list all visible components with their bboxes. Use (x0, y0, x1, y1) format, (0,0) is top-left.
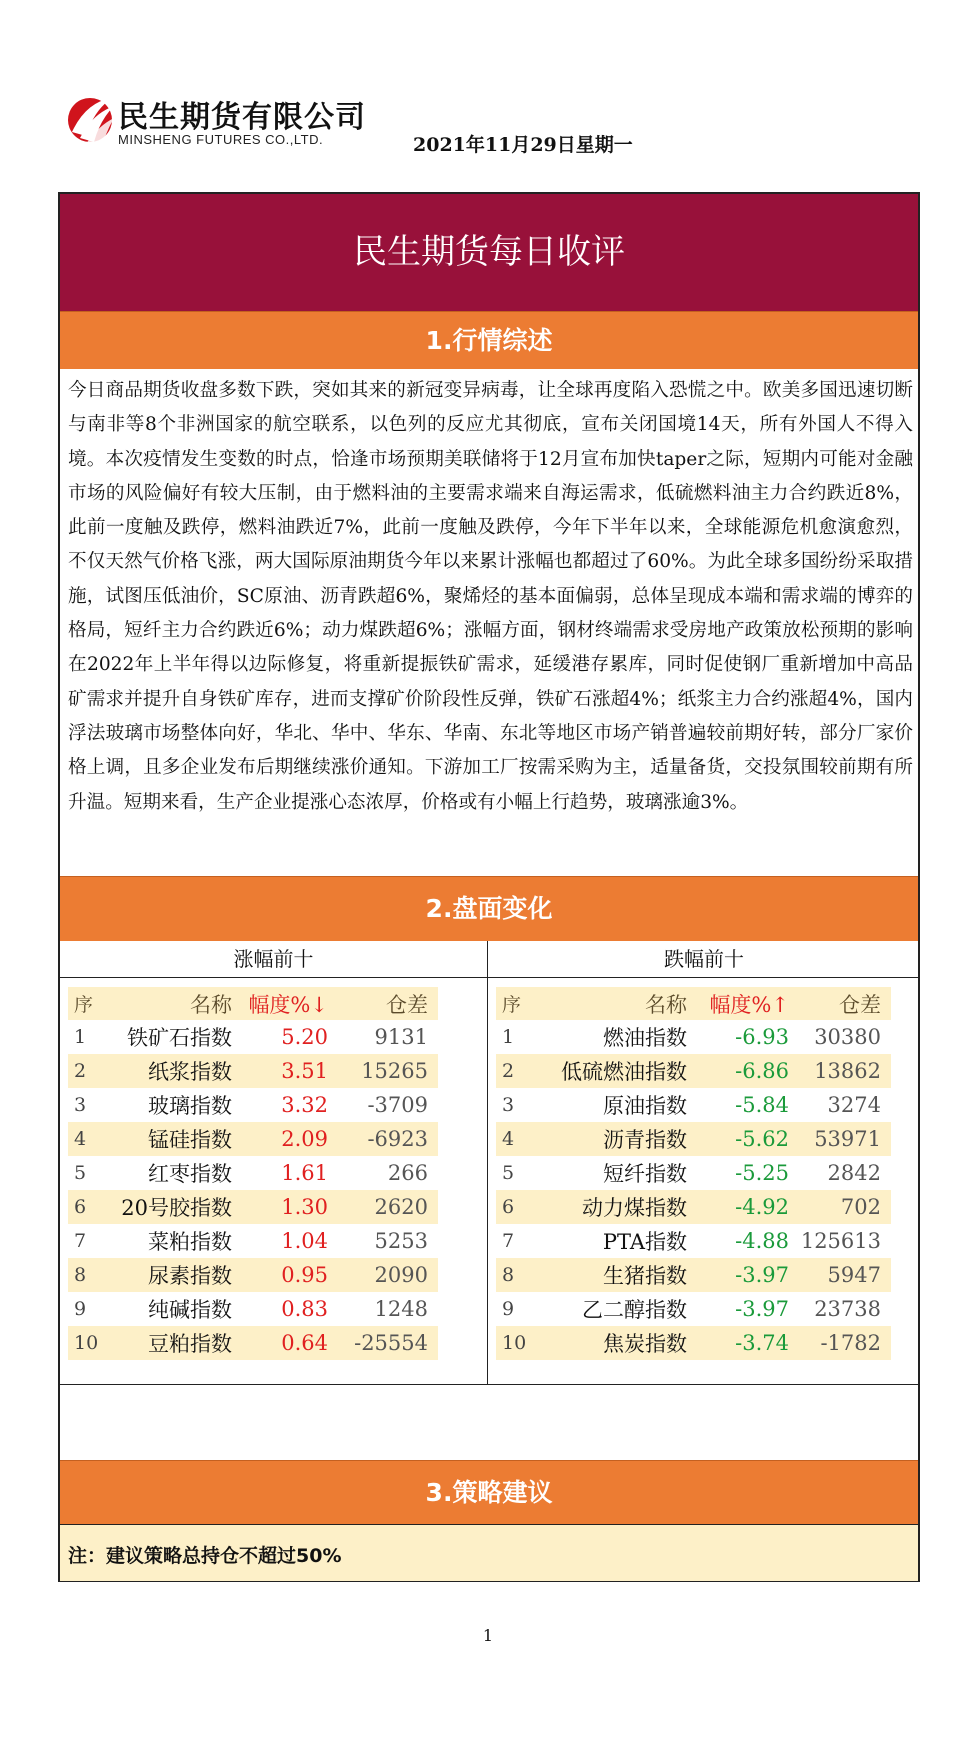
change-pct: 0.64 (232, 1326, 328, 1360)
table-row (496, 1156, 891, 1190)
table-header-row (496, 987, 891, 1020)
table-row (68, 1190, 438, 1224)
contract-name: 玻璃指数 (148, 1094, 232, 1118)
oi-change: 2620 (328, 1190, 438, 1224)
contract-name: PTA指数 (602, 1230, 687, 1254)
contract-name: 沥青指数 (542, 1122, 687, 1156)
contract-name: 红枣指数 (148, 1162, 232, 1186)
col-oi: 仓差 (789, 987, 891, 1020)
table-row (496, 1088, 891, 1122)
col-name: 名称 (542, 987, 687, 1020)
oi-change: 125613 (800, 1229, 881, 1253)
oi-change: 13862 (789, 1054, 891, 1088)
col-name: 名称 (114, 987, 232, 1020)
rank-no: 4 (496, 1122, 542, 1156)
contract-name: 纸浆指数 (114, 1054, 232, 1088)
contract-name: 动力煤指数 (542, 1190, 687, 1224)
change-pct: 0.95 (232, 1258, 328, 1292)
col-pct: 幅度%↓ (232, 987, 328, 1020)
contract-name: 燃油指数 (603, 1026, 687, 1050)
oi-change: 5947 (789, 1258, 891, 1292)
table-row (496, 1258, 891, 1292)
change-pct: -5.62 (687, 1122, 789, 1156)
oi-change: 9131 (374, 1025, 428, 1049)
table-row (496, 1054, 891, 1088)
contract-name: 20号胶指数 (114, 1190, 232, 1224)
page-number: 1 (482, 1626, 494, 1645)
col-no: 序 (68, 987, 114, 1020)
rank-no: 2 (68, 1054, 114, 1088)
table-row (68, 1054, 438, 1088)
contract-name: 低硫燃油指数 (542, 1054, 687, 1088)
rank-no: 8 (68, 1258, 114, 1292)
table-row (68, 1020, 438, 1054)
table-row (496, 1224, 891, 1258)
change-pct: 1.61 (281, 1161, 328, 1185)
contract-name: 乙二醇指数 (582, 1298, 687, 1322)
table-row (68, 1122, 438, 1156)
losers-title: 跌幅前十 (488, 941, 920, 978)
report-header (66, 88, 633, 158)
oi-change: 23738 (814, 1297, 881, 1321)
rank-no: 9 (74, 1298, 87, 1320)
gainers-rows (68, 1020, 438, 1360)
table-row (496, 1020, 891, 1054)
change-pct: -3.97 (687, 1258, 789, 1292)
brand-name-cn: 民生期货有限公司 (118, 100, 366, 135)
section-heading-strategy: 3.策略建议 (60, 1460, 918, 1525)
oi-change: -6923 (328, 1122, 438, 1156)
change-pct: -5.84 (735, 1093, 789, 1117)
oi-change: 15265 (328, 1054, 438, 1088)
change-pct: 3.51 (232, 1054, 328, 1088)
section-heading-overview: 1.行情综述 (60, 311, 918, 369)
contract-name: 焦炭指数 (542, 1326, 687, 1360)
banner-title: 民生期货每日收评 (60, 194, 918, 311)
contract-name: 纯碱指数 (148, 1298, 232, 1322)
oi-change: 2842 (827, 1161, 881, 1185)
rank-no: 8 (496, 1258, 542, 1292)
gainers-panel (60, 941, 487, 1384)
contract-name: 生猪指数 (542, 1258, 687, 1292)
table-row (496, 1190, 891, 1224)
table-row (68, 1224, 438, 1258)
oi-change: 702 (789, 1190, 891, 1224)
strategy-note-row (60, 1524, 918, 1581)
rank-no: 3 (74, 1094, 87, 1116)
contract-name: 原油指数 (603, 1094, 687, 1118)
contract-name: 豆粕指数 (114, 1326, 232, 1360)
rank-no: 1 (74, 1026, 87, 1048)
change-pct: -4.92 (687, 1190, 789, 1224)
gainers-table (68, 987, 438, 1360)
oi-change: 1248 (374, 1297, 428, 1321)
col-pct: 幅度%↑ (687, 987, 789, 1020)
change-pct: 1.30 (232, 1190, 328, 1224)
change-pct: -5.25 (735, 1161, 789, 1185)
losers-table (496, 987, 891, 1360)
minsheng-logo-icon (66, 92, 118, 150)
section-heading-board: 2.盘面变化 (60, 876, 918, 941)
contract-name: 锰硅指数 (114, 1122, 232, 1156)
report-date: 2021年11月29日星期一 (413, 134, 633, 156)
change-pct: 2.09 (232, 1122, 328, 1156)
oi-change: 53971 (789, 1122, 891, 1156)
change-pct: 3.32 (281, 1093, 328, 1117)
table-row (68, 1088, 438, 1122)
rank-no: 3 (502, 1094, 515, 1116)
table-row (68, 1292, 438, 1326)
report-frame (58, 192, 920, 1582)
col-no: 序 (496, 987, 542, 1020)
table-row (68, 1258, 438, 1292)
rank-no: 7 (502, 1230, 515, 1252)
table-row (68, 1156, 438, 1190)
change-pct: 0.83 (281, 1297, 328, 1321)
rank-no: 4 (68, 1122, 114, 1156)
oi-change: 3274 (827, 1093, 881, 1117)
rank-no: 6 (496, 1190, 542, 1224)
table-row (496, 1326, 891, 1360)
change-pct: -3.97 (735, 1297, 789, 1321)
oi-change: -25554 (328, 1326, 438, 1360)
rank-no: 1 (502, 1026, 515, 1048)
brand-name-en: MINSHENG FUTURES CO.,LTD. (118, 132, 324, 147)
contract-name: 尿素指数 (114, 1258, 232, 1292)
rank-no: 5 (74, 1162, 87, 1184)
losers-rows (496, 1020, 891, 1360)
ranking-tables (60, 941, 918, 1385)
col-oi: 仓差 (328, 987, 438, 1020)
oi-change: 30380 (814, 1025, 881, 1049)
gainers-title: 涨幅前十 (60, 941, 487, 978)
rank-no: 9 (502, 1298, 515, 1320)
rank-no: 10 (496, 1326, 542, 1360)
rank-no: 7 (74, 1230, 87, 1252)
table-row (496, 1122, 891, 1156)
change-pct: 1.04 (281, 1229, 328, 1253)
losers-panel (488, 941, 920, 1384)
change-pct: -4.88 (735, 1229, 789, 1253)
table-row (496, 1292, 891, 1326)
rank-no: 10 (68, 1326, 114, 1360)
rank-no: 2 (496, 1054, 542, 1088)
market-summary-text: 今日商品期货收盘多数下跌，突如其来的新冠变异病毒，让全球再度陷入恐慌之中。欧美多国迅速切断与南非等8个非洲国家的航空联系，以色列的反应尤其彻底，宣布关闭国境14天，所有外国人不得入境。本次疫情发生变数的时点，恰逢市场预期美联储将于12月宣布加快taper之际，短期内可能对金融市场的风险偏好有较大压制，由于燃料油的主要需求端来自海运需求，低硫燃料油主力合约跌近8%，此前一度触及跌停，燃料油跌近7%，此前一度触及跌停，今年下半年以来，全球能源危机愈演愈烈，不仅天然气价格飞涨，两大国际原油期货今年以来累计涨幅也都超过了60%。为此全球多国纷纷采取措施，试图压低油价，SC原油、沥青跌超6%，聚烯烃的基本面偏弱，总体呈现成本端和需求端的博弈的格局，短纤主力合约跌近6%；动力煤跌超6%；涨幅方面，钢材终端需求受房地产政策放松预期的影响在2022年上半年得以边际修复，将重新提振铁矿需求，延缓港存累库，同时促使钢厂重新增加中高品矿需求并提升自身铁矿库存，进而支撑矿价阶段性反弹，铁矿石涨超4%；纸浆主力合约涨超4%，国内浮法玻璃市场整体向好，华北、华中、华东、华南、东北等地区市场产销普遍较前期好转，部分厂家价格上调，且多企业发布后期继续涨价通知。下游加工厂按需采购为主，适量备货，交投氛围较前期有所升温。短期来看，生产企业提涨心态浓厚，价格或有小幅上行趋势，玻璃涨逾3%。 (68, 380, 913, 813)
rank-no: 5 (502, 1162, 515, 1184)
oi-change: -3709 (367, 1093, 428, 1117)
table-header-row (68, 987, 438, 1020)
oi-change: -1782 (789, 1326, 891, 1360)
change-pct: -3.74 (687, 1326, 789, 1360)
table-row (68, 1326, 438, 1360)
oi-change: 2090 (328, 1258, 438, 1292)
contract-name: 短纤指数 (603, 1162, 687, 1186)
oi-change: 266 (387, 1161, 428, 1185)
change-pct: 5.20 (281, 1025, 328, 1049)
strategy-note: 注：建议策略总持仓不超过50% (68, 1545, 342, 1567)
rank-no: 6 (68, 1190, 114, 1224)
change-pct: -6.86 (687, 1054, 789, 1088)
contract-name: 铁矿石指数 (127, 1026, 232, 1050)
oi-change: 5253 (374, 1229, 428, 1253)
contract-name: 菜粕指数 (148, 1230, 232, 1254)
change-pct: -6.93 (735, 1025, 789, 1049)
